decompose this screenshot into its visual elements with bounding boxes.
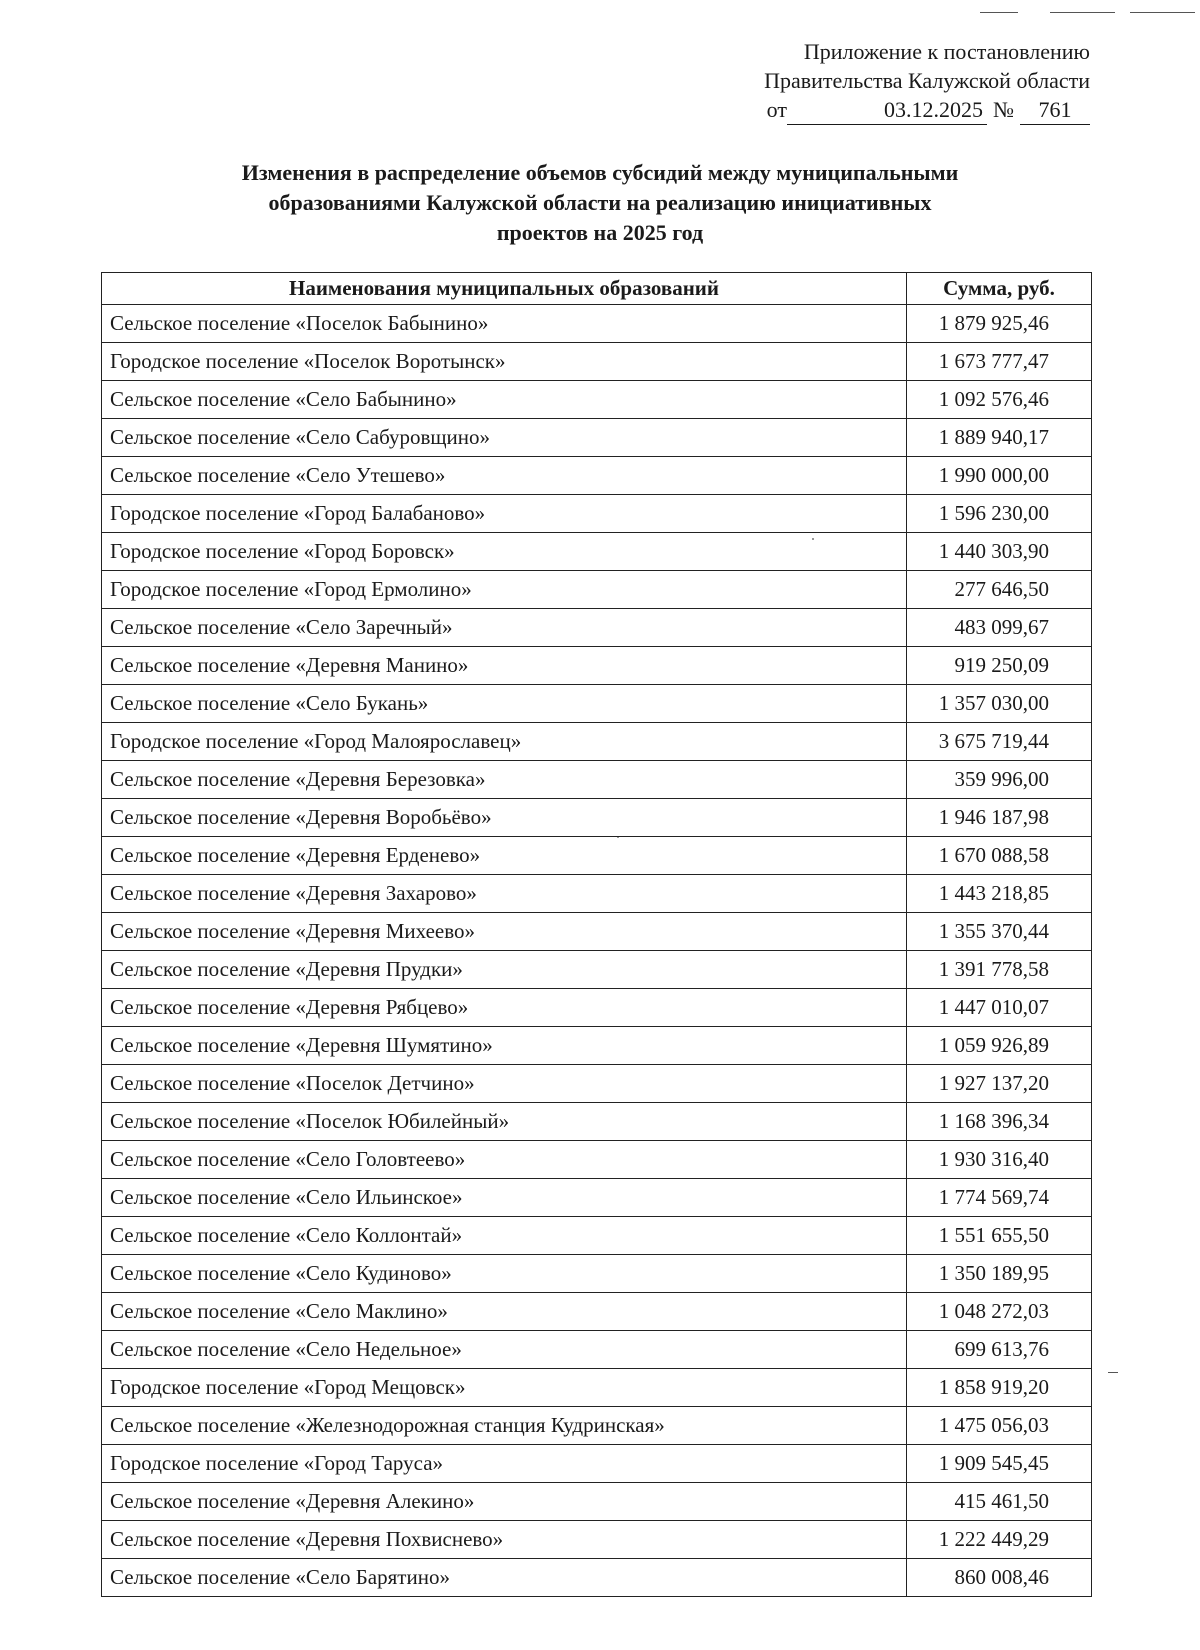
municipality-name: Сельское поселение «Деревня Воробьёво»	[102, 799, 907, 837]
subsidy-amount: 1 670 088,58	[907, 837, 1092, 875]
subsidy-amount: 1 596 230,00	[907, 495, 1092, 533]
table-row	[102, 1369, 1092, 1407]
table-row	[102, 381, 1092, 419]
subsidy-table-wrapper	[101, 272, 1091, 1597]
header-amount: Сумма, руб.	[907, 273, 1092, 305]
subsidy-amount: 415 461,50	[907, 1483, 1092, 1521]
municipality-name: Городское поселение «Город Ермолино»	[102, 571, 907, 609]
municipality-name: Сельское поселение «Деревня Похвиснево»	[102, 1521, 907, 1559]
table-row	[102, 837, 1092, 875]
subsidy-amount: 1 355 370,44	[907, 913, 1092, 951]
subsidy-amount: 860 008,46	[907, 1559, 1092, 1597]
subsidy-amount: 1 909 545,45	[907, 1445, 1092, 1483]
table-row	[102, 1065, 1092, 1103]
municipality-name: Сельское поселение «Село Маклино»	[102, 1293, 907, 1331]
municipality-name: Сельское поселение «Деревня Рябцево»	[102, 989, 907, 1027]
subsidy-amount: 1 879 925,46	[907, 305, 1092, 343]
table-row	[102, 913, 1092, 951]
municipality-name: Сельское поселение «Деревня Шумятино»	[102, 1027, 907, 1065]
subsidy-amount: 1 858 919,20	[907, 1369, 1092, 1407]
municipality-name: Сельское поселение «Село Недельное»	[102, 1331, 907, 1369]
table-row	[102, 305, 1092, 343]
subsidy-amount: 1 551 655,50	[907, 1217, 1092, 1255]
table-row	[102, 989, 1092, 1027]
municipality-name: Сельское поселение «Село Кудиново»	[102, 1255, 907, 1293]
subsidy-amount: 919 250,09	[907, 647, 1092, 685]
subsidy-amount: 1 930 316,40	[907, 1141, 1092, 1179]
table-row	[102, 1521, 1092, 1559]
table-row	[102, 799, 1092, 837]
scan-mark	[1108, 1372, 1118, 1373]
municipality-name: Сельское поселение «Деревня Манино»	[102, 647, 907, 685]
title-line-2: образованиями Калужской области на реализацию инициативных	[268, 190, 932, 215]
scan-mark	[1050, 12, 1115, 13]
municipality-name: Сельское поселение «Село Бабынино»	[102, 381, 907, 419]
subsidy-amount: 1 222 449,29	[907, 1521, 1092, 1559]
municipality-name: Сельское поселение «Деревня Прудки»	[102, 951, 907, 989]
table-row	[102, 875, 1092, 913]
appendix-line-1: Приложение к постановлению	[803, 39, 1090, 64]
subsidy-amount: 1 990 000,00	[907, 457, 1092, 495]
table-row	[102, 1217, 1092, 1255]
municipality-name: Сельское поселение «Село Головтеево»	[102, 1141, 907, 1179]
table-row	[102, 571, 1092, 609]
table-row	[102, 1445, 1092, 1483]
municipality-name: Городское поселение «Город Боровск»	[102, 533, 907, 571]
municipality-name: Городское поселение «Город Таруса»	[102, 1445, 907, 1483]
appendix-date-line	[690, 95, 1090, 125]
subsidy-amount: 1 048 272,03	[907, 1293, 1092, 1331]
municipality-name: Городское поселение «Поселок Воротынск»	[102, 343, 907, 381]
scan-mark	[980, 12, 1018, 13]
subsidy-amount: 1 443 218,85	[907, 875, 1092, 913]
municipality-name: Городское поселение «Город Балабаново»	[102, 495, 907, 533]
table-row	[102, 761, 1092, 799]
from-label: от	[766, 97, 787, 122]
table-header-row	[102, 273, 1092, 305]
municipality-name: Сельское поселение «Деревня Березовка»	[102, 761, 907, 799]
subsidy-amount: 699 613,76	[907, 1331, 1092, 1369]
table-row	[102, 723, 1092, 761]
municipality-name: Городское поселение «Город Мещовск»	[102, 1369, 907, 1407]
table-row	[102, 1103, 1092, 1141]
subsidy-amount: 1 168 396,34	[907, 1103, 1092, 1141]
table-row	[102, 1407, 1092, 1445]
municipality-name: Сельское поселение «Железнодорожная станция Кудринская»	[102, 1407, 907, 1445]
table-body	[102, 305, 1092, 1597]
subsidy-amount: 1 774 569,74	[907, 1179, 1092, 1217]
subsidy-amount: 1 059 926,89	[907, 1027, 1092, 1065]
municipality-name: Сельское поселение «Село Утешево»	[102, 457, 907, 495]
appendix-header	[690, 37, 1090, 125]
subsidy-amount: 1 350 189,95	[907, 1255, 1092, 1293]
number-label: №	[993, 97, 1014, 122]
municipality-name: Сельское поселение «Деревня Михеево»	[102, 913, 907, 951]
appendix-line-2: Правительства Калужской области	[764, 68, 1090, 93]
subsidy-amount: 277 646,50	[907, 571, 1092, 609]
subsidy-amount: 1 447 010,07	[907, 989, 1092, 1027]
municipality-name: Сельское поселение «Деревня Захарово»	[102, 875, 907, 913]
municipality-name: Сельское поселение «Поселок Детчино»	[102, 1065, 907, 1103]
table-row	[102, 1027, 1092, 1065]
table-row	[102, 951, 1092, 989]
table-row	[102, 685, 1092, 723]
municipality-name: Сельское поселение «Село Заречный»	[102, 609, 907, 647]
subsidy-table	[101, 272, 1092, 1597]
subsidy-amount: 359 996,00	[907, 761, 1092, 799]
header-municipality: Наименования муниципальных образований	[102, 273, 907, 305]
table-row	[102, 1293, 1092, 1331]
table-row	[102, 343, 1092, 381]
municipality-name: Сельское поселение «Село Ильинское»	[102, 1179, 907, 1217]
municipality-name: Сельское поселение «Поселок Бабынино»	[102, 305, 907, 343]
subsidy-amount: 1 092 576,46	[907, 381, 1092, 419]
subsidy-amount: 1 440 303,90	[907, 533, 1092, 571]
subsidy-amount: 1 357 030,00	[907, 685, 1092, 723]
subsidy-amount: 483 099,67	[907, 609, 1092, 647]
subsidy-amount: 1 475 056,03	[907, 1407, 1092, 1445]
table-row	[102, 1179, 1092, 1217]
table-row	[102, 647, 1092, 685]
municipality-name: Сельское поселение «Поселок Юбилейный»	[102, 1103, 907, 1141]
municipality-name: Сельское поселение «Село Букань»	[102, 685, 907, 723]
table-row	[102, 1141, 1092, 1179]
municipality-name: Сельское поселение «Село Барятино»	[102, 1559, 907, 1597]
document-title	[120, 158, 1080, 248]
title-line-3: проектов на 2025 год	[496, 220, 704, 245]
subsidy-amount: 1 391 778,58	[907, 951, 1092, 989]
municipality-name: Сельское поселение «Село Коллонтай»	[102, 1217, 907, 1255]
table-row	[102, 495, 1092, 533]
resolution-date: 03.12.2025	[787, 95, 987, 125]
municipality-name: Сельское поселение «Село Сабуровщино»	[102, 419, 907, 457]
table-row	[102, 419, 1092, 457]
subsidy-amount: 1 946 187,98	[907, 799, 1092, 837]
subsidy-amount: 1 927 137,20	[907, 1065, 1092, 1103]
municipality-name: Сельское поселение «Деревня Ерденево»	[102, 837, 907, 875]
municipality-name: Сельское поселение «Деревня Алекино»	[102, 1483, 907, 1521]
scan-mark	[1130, 12, 1195, 13]
table-row	[102, 533, 1092, 571]
table-row	[102, 1331, 1092, 1369]
subsidy-amount: 1 889 940,17	[907, 419, 1092, 457]
subsidy-amount: 1 673 777,47	[907, 343, 1092, 381]
table-row	[102, 457, 1092, 495]
title-line-1: Изменения в распределение объемов субсидий между муниципальными	[241, 160, 959, 185]
municipality-name: Городское поселение «Город Малоярославец»	[102, 723, 907, 761]
table-row	[102, 1559, 1092, 1597]
table-row	[102, 609, 1092, 647]
resolution-number: 761	[1020, 95, 1090, 125]
table-row	[102, 1255, 1092, 1293]
subsidy-amount: 3 675 719,44	[907, 723, 1092, 761]
table-row	[102, 1483, 1092, 1521]
